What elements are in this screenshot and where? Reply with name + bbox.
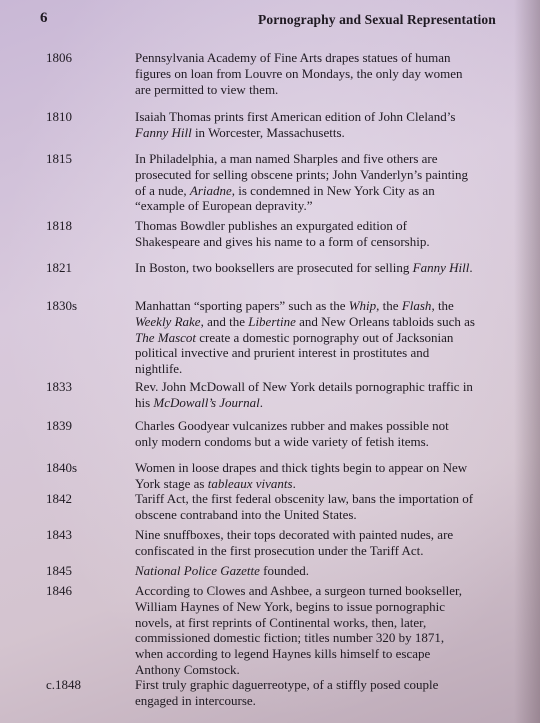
- text-run: in Worcester, Massachusetts.: [191, 124, 345, 140]
- entry-description: [135, 563, 475, 579]
- text-run: Tariff Act, the first federal obscenity law, bans the importation of obscene contraband into the United States.: [135, 491, 474, 522]
- entry-description: [135, 491, 475, 523]
- italic-title: Weekly Rake: [135, 313, 201, 329]
- text-run: In Boston, two booksellers are prosecuted for selling: [135, 260, 413, 275]
- text-run: , is condemned in New York City as an “example of European depravity.”: [135, 182, 435, 214]
- text-run: , and the: [200, 313, 249, 329]
- entry-year: 1839: [46, 418, 72, 433]
- text-run: founded.: [259, 563, 310, 578]
- text-run: .: [292, 475, 296, 491]
- entry-year: 1821: [46, 260, 72, 275]
- entry-description: [135, 379, 475, 411]
- page-edge-shadow: [514, 0, 540, 723]
- entry-description: [135, 418, 475, 450]
- entry-year: 1833: [46, 379, 72, 394]
- entry-year: 1846: [46, 583, 72, 598]
- text-run: create a domestic pornography out of Jacksonian political invective and prurient interest in prostitutes and nightlife.: [135, 329, 454, 377]
- italic-title: National Police Gazette: [135, 563, 260, 578]
- text-run: Thomas Bowdler publishes an expurgated edition of Shakespeare and gives his name to a form of censorship.: [135, 218, 430, 249]
- page-number: 6: [40, 10, 48, 26]
- text-run: Women in loose drapes and thick tights begin to appear on New York stage as: [135, 460, 468, 491]
- text-run: , the: [431, 298, 454, 313]
- entry-year: 1806: [46, 50, 72, 65]
- italic-title: Fanny Hill: [135, 124, 192, 140]
- entry-year: 1840s: [46, 460, 78, 475]
- entry-description: [135, 527, 475, 559]
- text-run: Isaiah Thomas prints first American edition of John Cleland’s: [135, 109, 456, 124]
- entry-year: 1845: [46, 563, 72, 578]
- entry-description: [135, 298, 475, 377]
- text-run: Pennsylvania Academy of Fine Arts drapes statues of human figures on loan from Louvre on Mondays, the only day women are permitted to view them.: [135, 50, 463, 97]
- entry-year: 1815: [46, 151, 72, 166]
- entry-description: [135, 260, 475, 276]
- italic-title: Whip: [348, 298, 377, 313]
- entry-year: c.1848: [46, 677, 82, 692]
- italic-title: tableaux vivants: [207, 475, 293, 491]
- entry-year: 1842: [46, 491, 72, 506]
- text-run: and New Orleans tabloids such as: [295, 313, 475, 329]
- entry-description: [135, 583, 475, 678]
- running-head: Pornography and Sexual Representation: [258, 12, 496, 27]
- entry-year: 1843: [46, 527, 72, 542]
- entry-description: [135, 218, 475, 250]
- text-run: , the: [376, 298, 402, 313]
- italic-title: Flash: [401, 298, 432, 313]
- entry-description: [135, 109, 475, 141]
- text-run: .: [469, 260, 473, 275]
- entry-year: 1810: [46, 109, 72, 124]
- entry-description: [135, 50, 475, 97]
- entry-description: [135, 677, 475, 709]
- italic-title: Libertine: [248, 313, 296, 329]
- text-run: First truly graphic daguerreotype, of a stiffly posed couple engaged in intercourse.: [135, 677, 439, 708]
- entry-year: 1830s: [46, 298, 78, 313]
- italic-title: Ariadne: [189, 182, 232, 198]
- text-run: According to Clowes and Ashbee, a surgeon turned bookseller, William Haynes of New York, begins to issue pornographic novels, at first reprints of Continental works, then, later, commissioned domestic fiction; titles number 320 by 1871, when according to legend Haynes kills himself to escape Anthony Comstock.: [135, 583, 463, 677]
- text-run: Rev. John McDowall of New York details pornographic traffic in his: [135, 379, 473, 410]
- entry-description: [135, 151, 475, 214]
- italic-title: Fanny Hill: [412, 260, 470, 275]
- text-run: Manhattan “sporting papers” such as the: [135, 298, 349, 313]
- italic-title: McDowall’s Journal: [153, 394, 260, 410]
- entry-year: 1818: [46, 218, 72, 233]
- text-run: Charles Goodyear vulcanizes rubber and makes possible not only modern condoms but a wide variety of fetish items.: [135, 418, 449, 449]
- text-run: Nine snuffboxes, their tops decorated with painted nudes, are confiscated in the first prosecution under the Tariff Act.: [135, 527, 454, 558]
- text-run: .: [259, 394, 263, 410]
- text-run: In Philadelphia, a man named Sharples and five others are prosecuted for selling obscene prints; John Vanderlyn’s painting of a nude,: [135, 151, 469, 198]
- italic-title: The Mascot: [135, 329, 197, 345]
- entry-description: [135, 460, 475, 492]
